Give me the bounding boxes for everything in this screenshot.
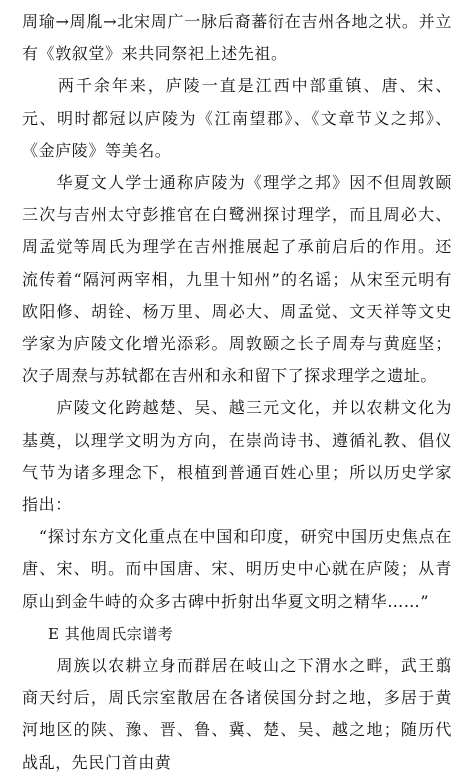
paragraph-zhou-clan: 周族以农耕立身而群居在岐山之下渭水之畔，武王翦商天纣后，周氏宗室散居在各诸侯国分封之地，多居于黄河地区的陕、豫、晋、鲁、冀、楚、吴、越之地；随历代战乱，先民门首由黄 <box>22 656 452 772</box>
paragraph-luling-history: 两千余年来，庐陵一直是江西中部重镇、唐、宋、元、明时都冠以庐陵为《江南望郡》、《文章节义之邦》、《金庐陵》等美名。 <box>22 76 452 160</box>
paragraph-lixue-zhibang: 华夏文人学士通称庐陵为《理学之邦》因不但周敦颐三次与吉州太守彭推官在白鹭洲探讨理学，而且周必大、周孟觉等周氏为理学在吉州推展起了承前启后的作用。还流传着“隔河两宰相，九里十知州”的名谣；从宋至元明有欧阳修、胡铨、杨万里、周必大、周孟觉、文天祥等文史学家为庐陵文化增光添彩。周敦颐之长子周寿与黄庭坚；次子周焘与苏轼都在吉州和永和留下了探求理学之遗址。 <box>22 173 452 386</box>
quote-historians: “探讨东方文化重点在中国和印度，研究中国历史焦点在唐、宋、明。而中国唐、宋、明历史中心就在庐陵；从青原山到金牛峙的众多古碑中折射出华夏文明之精华……” <box>22 527 452 611</box>
paragraph-luling-culture: 庐陵文化跨越楚、吴、越三元文化，并以农耕文化为基奠，以理学文明为方向，在崇尚诗书、遵循礼教、倡仪气节为诸多理念下，根植到普通百姓心里；所以历史学家指出： <box>22 398 452 515</box>
section-heading: E 其他周氏宗谱考 <box>48 624 174 643</box>
paragraph-zhou-lineage: 周瑜→周胤→北宋周广一脉后裔蕃衍在吉州各地之状。并立有《敦叙堂》来共同祭祀上述先祖。 <box>22 12 452 64</box>
